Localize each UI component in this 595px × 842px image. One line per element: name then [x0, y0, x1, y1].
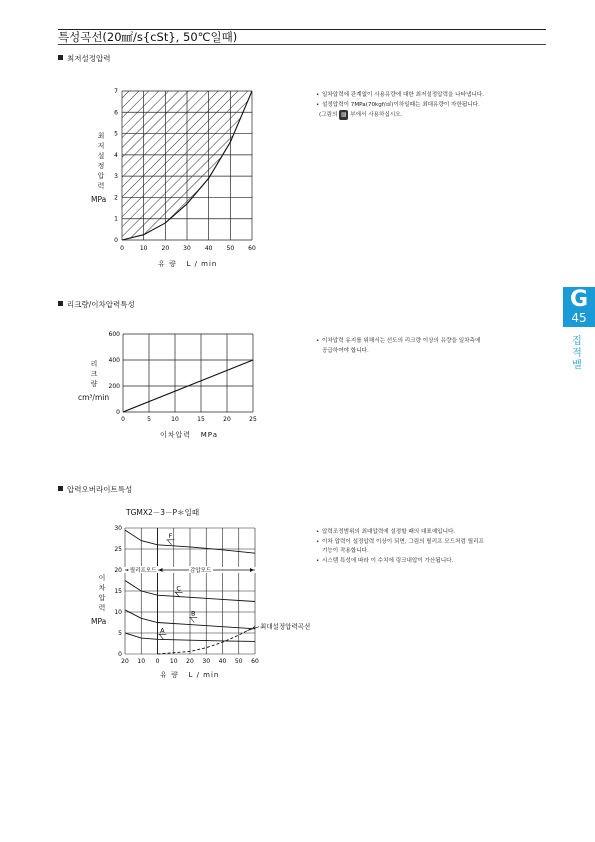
- chart3-reducing-mode-label: 감압모드: [190, 568, 212, 574]
- chart1-x-label: [158, 259, 217, 269]
- chart1-x-tick-label: 0: [120, 245, 124, 252]
- chart2-x-tick-label: 20: [223, 416, 231, 423]
- chart2-y-char: 리: [90, 360, 98, 368]
- chart2-notes: [316, 336, 480, 356]
- chart2-x-label-text: 이차압력: [160, 431, 192, 439]
- chart1-y-char: 압: [97, 172, 105, 180]
- chart3-y-tick-label: 5: [118, 630, 122, 637]
- chart3-series-label: C: [176, 584, 181, 593]
- chart3-y-tick-label: 0: [118, 651, 122, 658]
- section-heading-1-label: 최저설정압력: [67, 54, 111, 63]
- chart1-y-tick-label: 2: [114, 194, 118, 202]
- chart3-y-tick-label: 25: [114, 546, 122, 553]
- note-item: • 압력조정범위의 최대압력에 설정할 때의 대표예입니다.: [316, 527, 484, 537]
- chart2-y-char: 크: [90, 370, 98, 378]
- section-heading-2-label: 리크량/이차압력특성: [67, 300, 135, 309]
- chart1-svg: [108, 82, 268, 257]
- chart3-y-tick-label: 20: [114, 567, 122, 574]
- note-item: • 이차 압력이 설정압력 이상이 되면, 그림의 릴리프 모드처럼 릴리프: [316, 537, 484, 547]
- chart3-y-char: 차: [98, 584, 106, 592]
- chart1-y-char: 최: [97, 132, 105, 140]
- chart1-y-tick-label: 0: [114, 237, 118, 244]
- chart3-x-tick-label: 30: [202, 658, 211, 665]
- side-vertical-char: 적: [572, 348, 582, 359]
- chart3-x-label: [160, 670, 219, 680]
- chart2-x-tick-label: 5: [147, 416, 151, 423]
- chart1-x-tick-label: 20: [161, 245, 170, 252]
- chart3-y-tick-label: 15: [114, 588, 122, 595]
- chart2-svg: [108, 328, 268, 428]
- chart3-x-label-text: 유 량: [160, 671, 179, 679]
- chart1-x-label-text: 유 량: [158, 260, 177, 268]
- note-item: • 설정압력이 7MPa(70kgf/㎠)이하일때는 최대유량이 자한됩니다.: [316, 100, 484, 110]
- chart3-notes: [316, 527, 484, 566]
- chart1-y-char: 설: [97, 152, 105, 160]
- chart1-y-char: 정: [97, 162, 105, 170]
- chart2-y-tick-label: 0: [116, 409, 120, 416]
- chart3-label-leader: [190, 618, 194, 623]
- note-item: • 이차압력 유지를 위해서는 선도의 리크량 이상의 유량을 일차측에: [316, 336, 480, 346]
- chart3-series-label: B: [191, 609, 196, 618]
- chart1-y-char: 저: [97, 142, 105, 150]
- chart3-x-tick-label: 0: [155, 658, 160, 665]
- chart3-label-leader: [159, 634, 163, 639]
- chart1-x-unit: L / min: [186, 260, 218, 268]
- chart1-x-tick-label: 50: [226, 245, 235, 252]
- chart3-series-label: F: [168, 531, 173, 540]
- hatch-badge-icon: ▨: [341, 112, 347, 118]
- chart1-y-unit: MPa: [91, 195, 107, 204]
- chart3-x-tick-label: 40: [218, 658, 227, 665]
- side-vertical-label: [570, 336, 584, 372]
- section-heading-2: [58, 299, 135, 310]
- chart1-y-label: [96, 131, 106, 191]
- chart2-x-tick-label: 0: [121, 416, 125, 423]
- section-heading-1: [58, 53, 110, 64]
- chart1-notes: [316, 90, 484, 120]
- chart3-x-tick-label: 20: [186, 658, 194, 665]
- chart3-x-tick-label: 10: [137, 658, 146, 665]
- chart3-y-tick-label: 10: [114, 609, 122, 616]
- chart2-y-char: 량: [90, 380, 98, 388]
- chart3-max-curve-label: 최대설정압력곡선: [260, 622, 311, 631]
- tab-letter: G: [569, 287, 589, 312]
- chart3-x-tick-label: 10: [169, 658, 178, 665]
- chart3-y-unit: MPa: [91, 617, 107, 626]
- side-vertical-char: 밸: [572, 360, 582, 371]
- section-heading-3-label: 압력오버라이트특성: [67, 485, 133, 494]
- chart2-x-label: [160, 430, 218, 440]
- square-bullet-icon: [58, 301, 63, 306]
- chart1-x-tick-label: 10: [139, 245, 148, 252]
- chart1-y-tick-label: 5: [114, 130, 118, 138]
- note-text: (그림의: [319, 112, 340, 118]
- chart1-x-tick-label: 30: [183, 245, 191, 252]
- chart1-x-tick-label: 40: [204, 245, 213, 252]
- chart3-y-char: 압: [98, 594, 106, 602]
- chart3-x-tick-label: 60: [251, 658, 259, 665]
- chart2-x-tick-label: 25: [249, 416, 257, 423]
- note-text: 부에서 사용하십시오.: [350, 112, 403, 118]
- chart3-y-tick-label: 30: [114, 525, 122, 532]
- chart3-label-leader: [168, 540, 172, 545]
- note-item: • 시스템 특성에 따라 이 수치에 링크내압이 가산됩니다.: [316, 556, 484, 566]
- note-continuation: 공급하여야 합니다.: [322, 348, 369, 354]
- square-bullet-icon: [58, 55, 63, 60]
- chart2-y-label: [89, 359, 99, 389]
- section-tab-g[interactable]: [563, 287, 595, 327]
- chart1-y-tick-label: 1: [114, 215, 118, 223]
- chart1-y-tick-label: 3: [114, 173, 118, 181]
- chart2-x-unit: MPa: [200, 431, 218, 439]
- chart3-x-tick-label: 50: [234, 658, 243, 665]
- chart2-y-tick-label: 600: [108, 331, 120, 338]
- chart3-subtitle: TGMX2－3－P＊일때: [126, 508, 200, 517]
- chart1-y-tick-label: 4: [114, 151, 118, 159]
- chart2-y-tick-label: 200: [108, 383, 120, 390]
- chart3-y-char: 력: [98, 604, 106, 612]
- chart2-x-tick-label: 10: [171, 416, 179, 423]
- square-bullet-icon: [58, 486, 63, 491]
- note-continuation: [316, 110, 484, 120]
- chart1-y-tick-label: 7: [114, 88, 118, 95]
- chart1-y-tick-label: 6: [114, 109, 118, 117]
- chart2-x-tick-label: 15: [197, 416, 205, 423]
- section-heading-3: [58, 484, 132, 495]
- tab-page-number: 45: [571, 311, 587, 325]
- chart3-y-char: 이: [98, 574, 106, 582]
- side-vertical-char: 집: [572, 336, 582, 347]
- chart2-y-unit: cm³/min: [78, 393, 110, 402]
- chart2-y-tick-label: 400: [108, 357, 120, 364]
- chart1-x-tick-label: 60: [248, 245, 256, 252]
- page-title: 특성곡선(20㎟/s{cSt}, 50℃일때): [58, 30, 238, 44]
- chart3-series-label: A: [160, 626, 165, 635]
- chart3-relief-mode-label: 릴리프모드: [129, 568, 157, 574]
- note-continuation: 기능이 작용합니다.: [322, 548, 369, 554]
- chart1-y-char: 력: [97, 182, 105, 190]
- title-rule-bottom: [58, 44, 546, 45]
- chart3-x-tick-label: 20: [121, 658, 129, 665]
- chart3-x-unit: L / min: [188, 671, 220, 679]
- note-item: • 일차압력에 관계없이 사용유량에 대한 최저설정압력을 나타냅니다.: [316, 90, 484, 100]
- chart3-y-label: [97, 573, 107, 613]
